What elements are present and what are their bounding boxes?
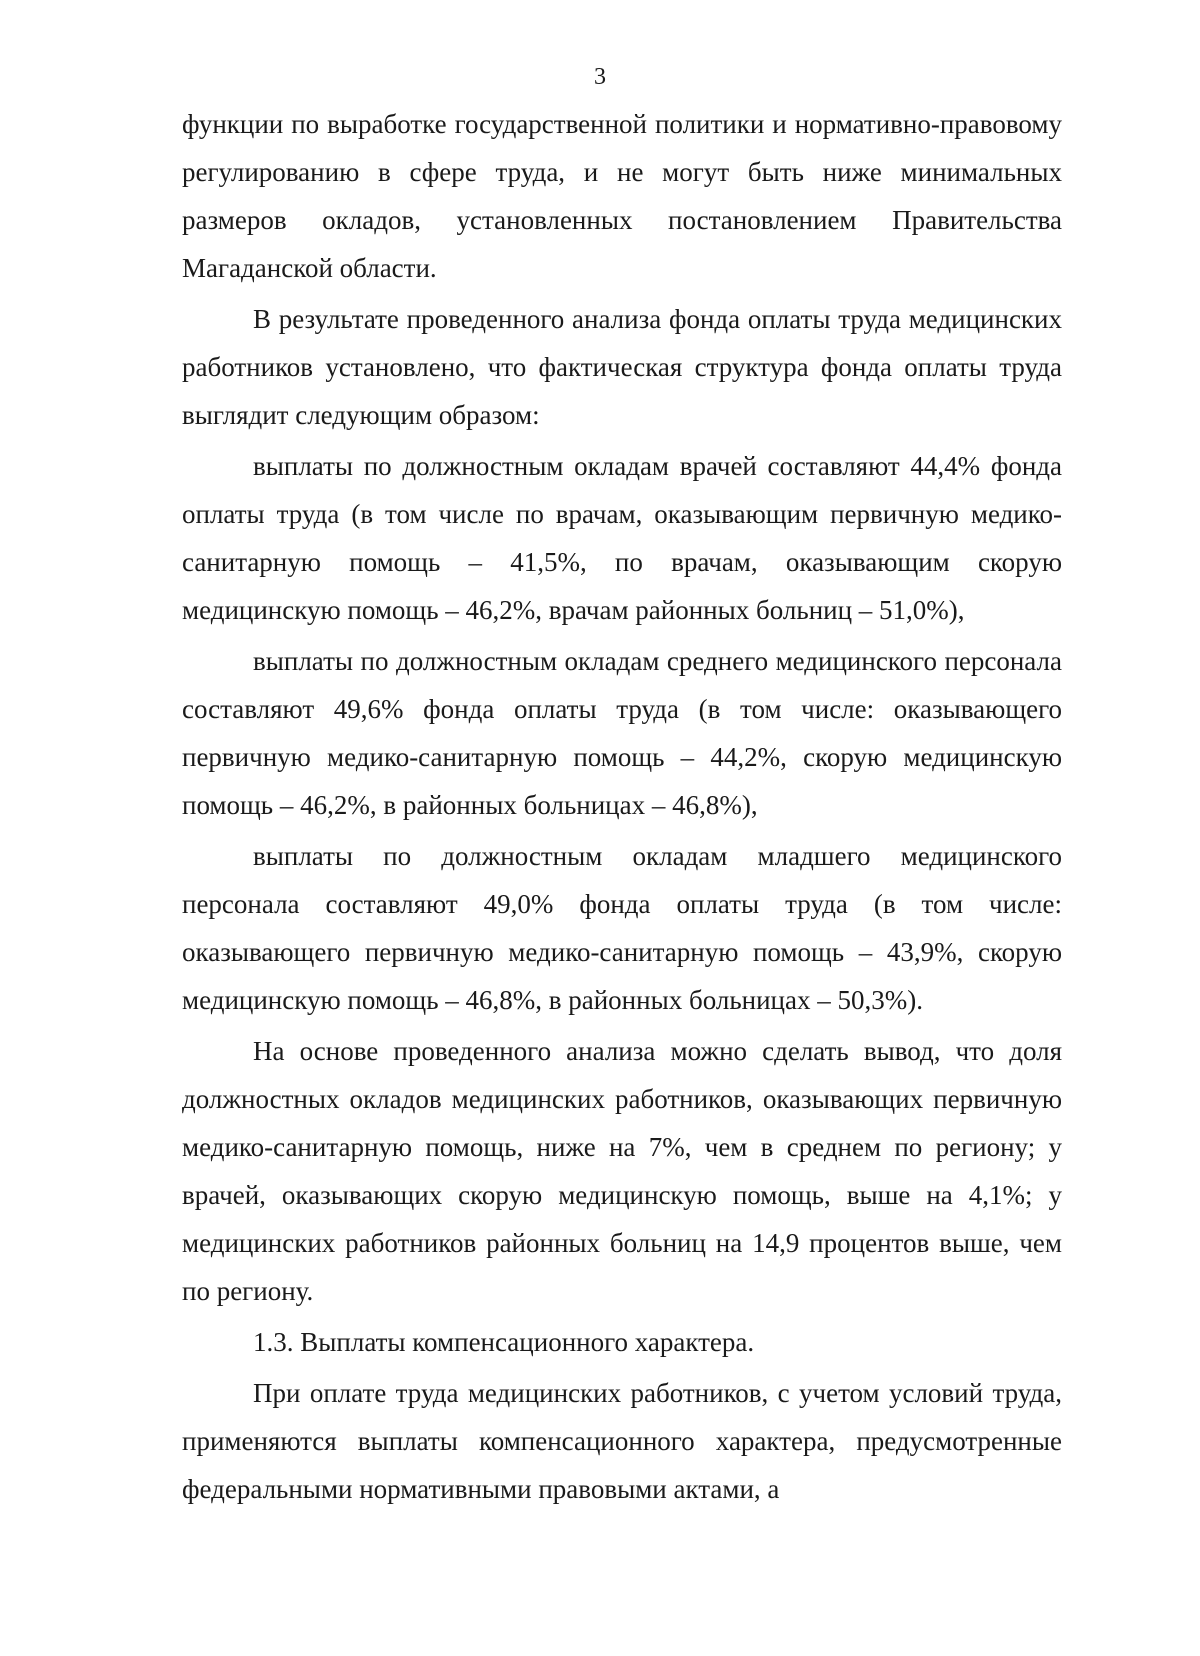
paragraph-conclusion: На основе проведенного анализа можно сделать вывод, что доля должностных окладов медицинских работников, оказывающих первичную медико-санитарную помощь, ниже на 7%, чем в среднем по региону; у врачей, оказывающих скорую медицинскую помощь, выше на 4,1%; у медицинских работников районных больниц на 14,9 процентов выше, чем по региону. (182, 1036, 1062, 1306)
paragraph-doctors-salaries: выплаты по должностным окладам врачей составляют 44,4% фонда оплаты труда (в том числе по врачам, оказывающим первичную медико-санитарную помощь – 41,5%, по врачам, оказывающим скорую медицинскую помощь – 46,2%, врачам районных больниц – 51,0%), (182, 451, 1062, 625)
paragraph-compensation: При оплате труда медицинских работников, с учетом условий труда, применяются выплаты компенсационного характера, предусмотренные федеральными нормативными правовыми актами, а (182, 1378, 1062, 1504)
paragraph-nurses-salaries: выплаты по должностным окладам среднего медицинского персонала составляют 49,6% фонда оплаты труда (в том числе: оказывающего первичную медико-санитарную помощь – 44,2%, скорую медицинскую помощь – 46,2%, в районных больницах – 46,8%), (182, 646, 1062, 820)
paragraph-analysis-intro: В результате проведенного анализа фонда оплаты труда медицинских работников установлено, что фактическая структура фонда оплаты труда выглядит следующим образом: (182, 304, 1062, 430)
paragraph-continuation: функции по выработке государственной политики и нормативно-правовому регулированию в сфере труда, и не могут быть ниже минимальных размеров окладов, установленных постановлением Правительства Магаданской области. (182, 109, 1062, 283)
page-number: 3 (594, 64, 606, 90)
section-heading-compensation: 1.3. Выплаты компенсационного характера. (253, 1327, 755, 1357)
document-body (182, 100, 1062, 1513)
paragraph-junior-staff-salaries: выплаты по должностным окладам младшего медицинского персонала составляют 49,0% фонда оплаты труда (в том числе: оказывающего первичную медико-санитарную помощь – 43,9%, скорую медицинскую помощь – 46,8%, в районных больницах – 50,3%). (182, 841, 1062, 1015)
